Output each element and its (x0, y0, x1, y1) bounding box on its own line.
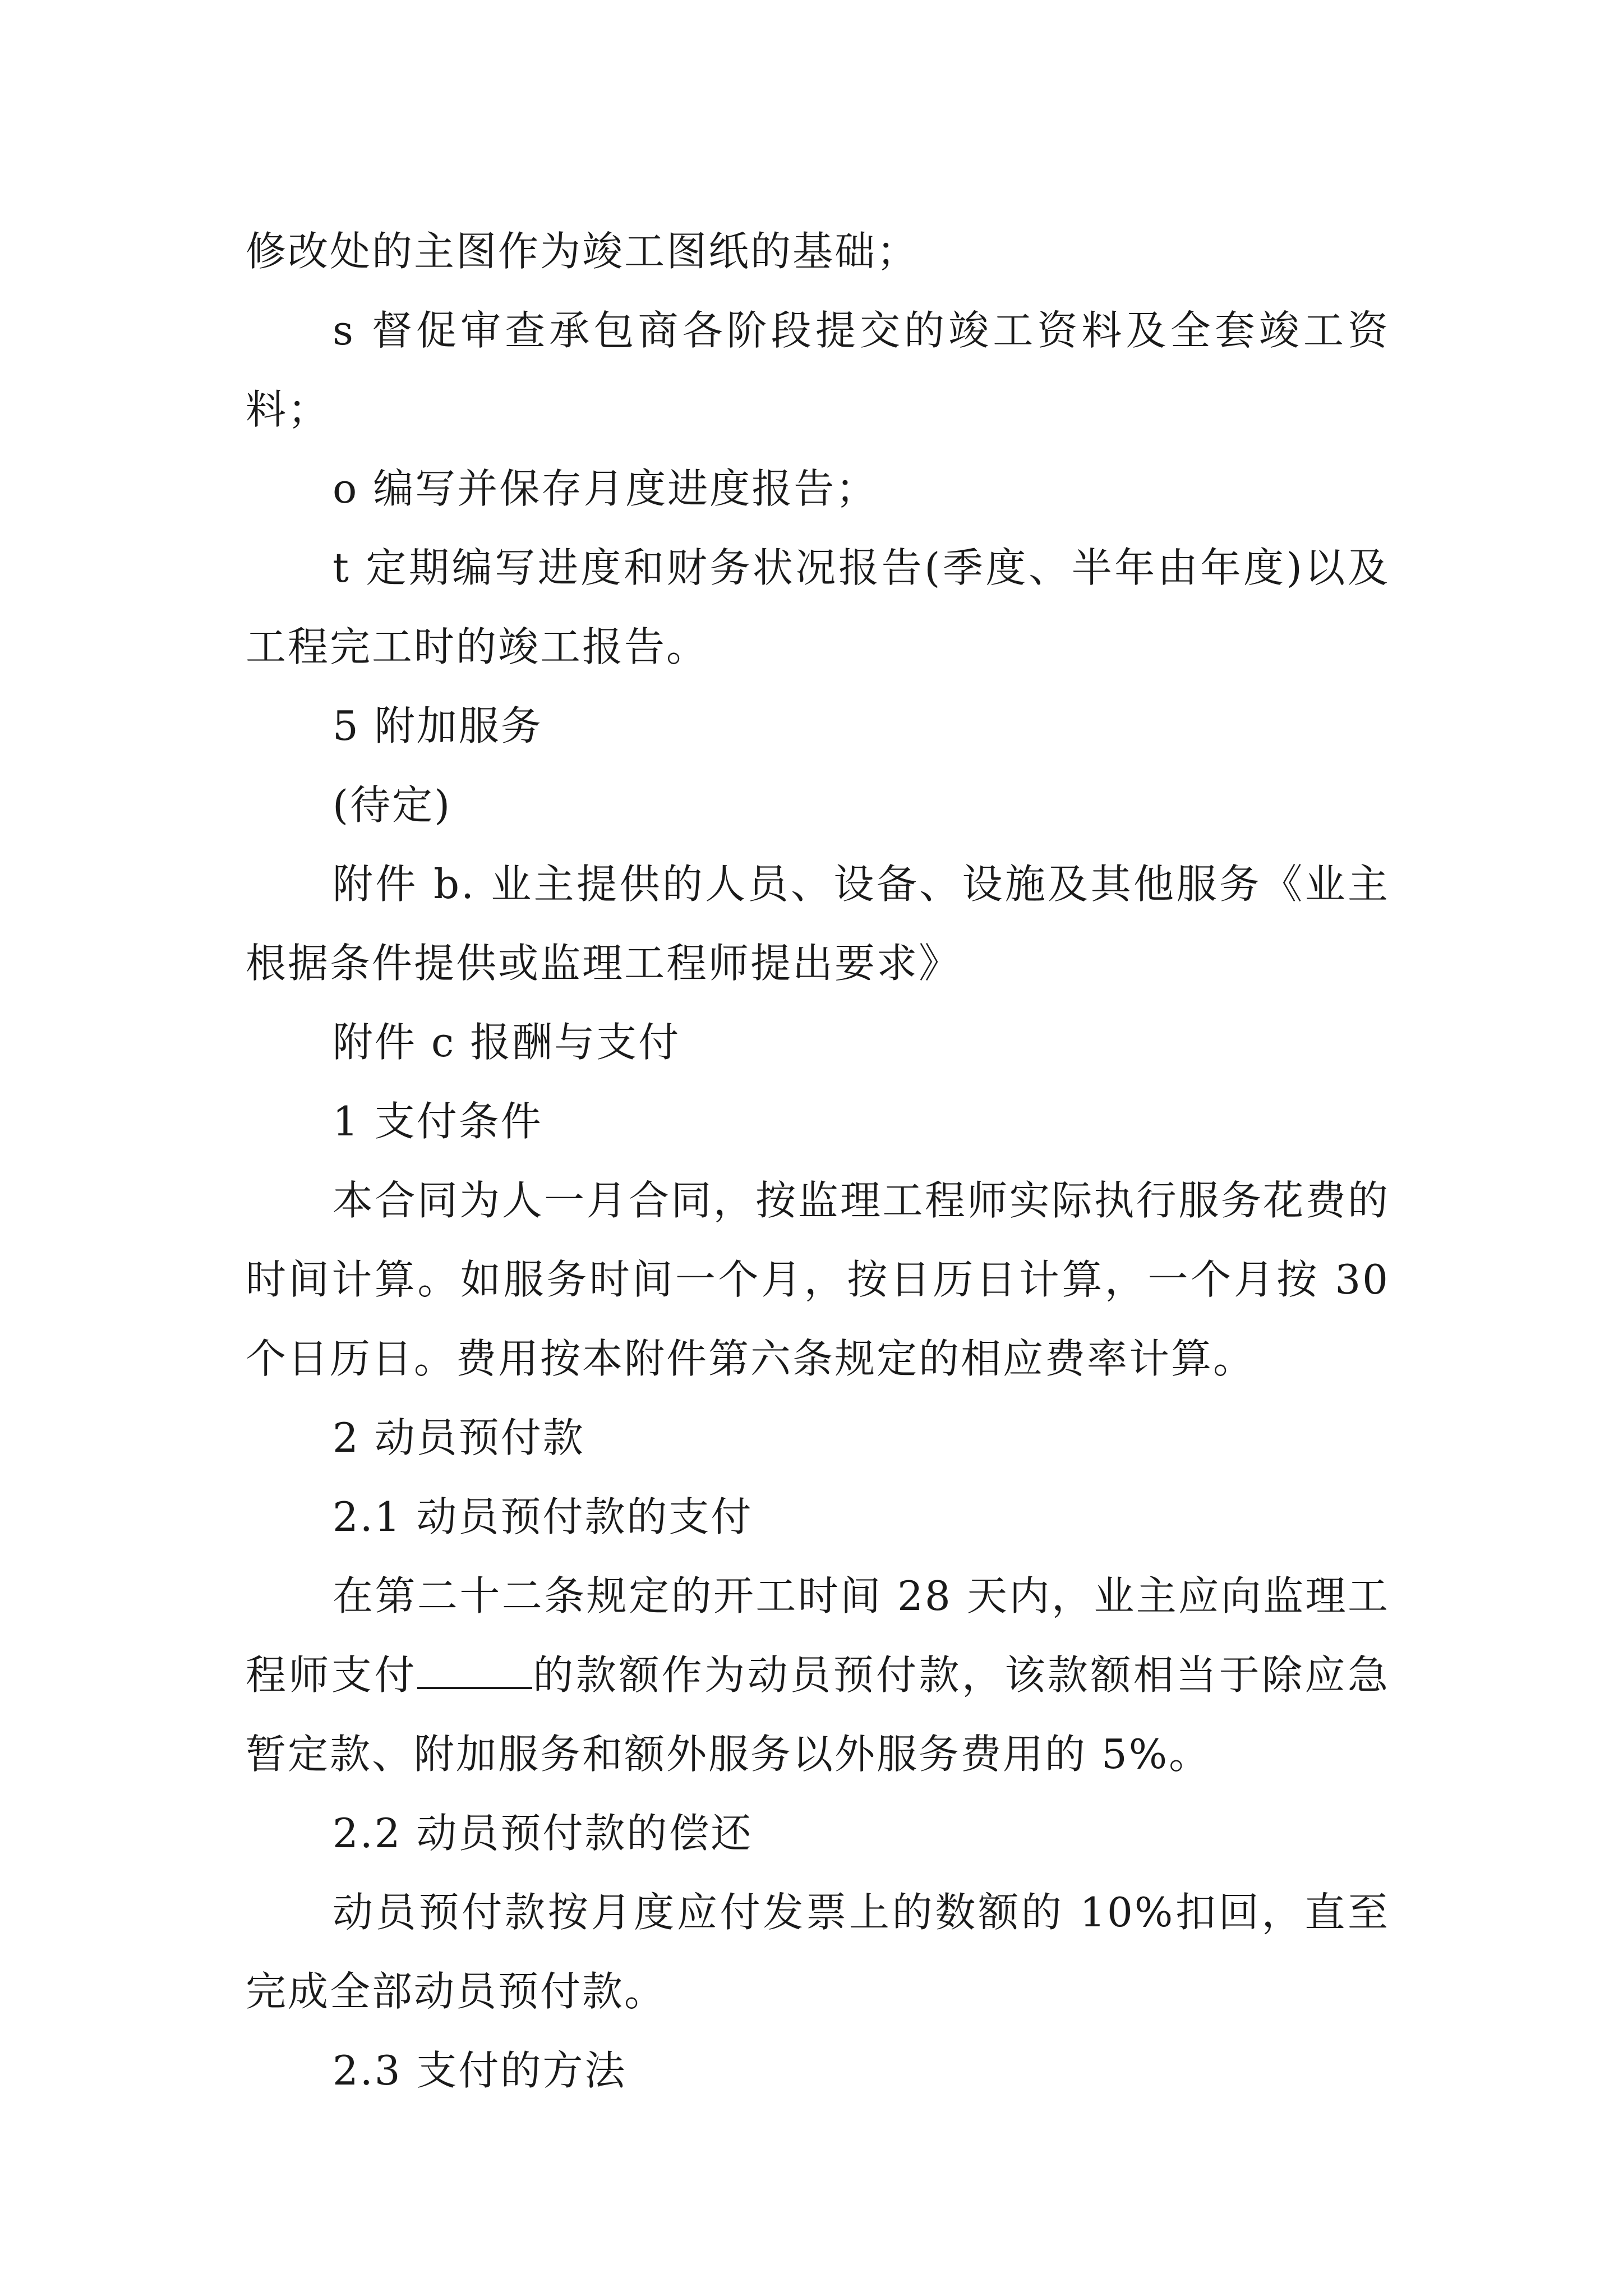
heading-payment-method: 2.3 支付的方法 (333, 2047, 627, 2094)
fill-in-blank (417, 1650, 532, 1689)
paragraph-contract-terms: 本合同为人一月合同，按监理工程师实际执行服务花费的时间计算。如服务时间一个月，按日历日计算，一个月按 30 个日历日。费用按本附件第六条规定的相应费率计算。 (246, 1177, 1390, 1382)
document-body (246, 212, 1390, 2110)
paragraph-advance-payment (246, 1557, 1390, 1794)
paragraph-drawing-basis: 修改处的主图作为竣工图纸的基础； (246, 228, 919, 275)
paragraph-advance-payment-part1: 在第二十二条规定的开工时间 28 天内，业主应向监理工程师支付 (246, 1572, 1390, 1699)
heading-mobilization-advance: 2 动员预付款 (333, 1414, 585, 1461)
heading-payment-conditions: 1 支付条件 (333, 1098, 543, 1145)
paragraph-item-t: t 定期编写进度和财务状况报告(季度、半年由年度)以及工程完工时的竣工报告。 (246, 544, 1390, 670)
paragraph-item-s: s 督促审查承包商各阶段提交的竣工资料及全套竣工资料； (246, 307, 1390, 433)
heading-annex-b: 附件 b. 业主提供的人员、设备、设施及其他服务《业主根据条件提供或监理工程师提出要求》 (246, 861, 1390, 987)
heading-advance-payment: 2.1 动员预付款的支付 (333, 1493, 753, 1540)
paragraph-item-o: o 编写并保存月度进度报告； (333, 465, 878, 512)
heading-advance-repayment: 2.2 动员预付款的偿还 (333, 1810, 753, 1857)
heading-annex-c: 附件 c 报酬与支付 (333, 1019, 681, 1066)
paragraph-advance-repayment: 动员预付款按月度应付发票上的数额的 10%扣回，直至完成全部动员预付款。 (246, 1889, 1390, 2015)
heading-additional-services: 5 附加服务 (333, 702, 543, 749)
paragraph-pending: (待定) (333, 781, 452, 829)
paragraph-advance-payment-part2: 的款额作为动员预付款，该款额相当于除应急暂定款、附加服务和额外服务以外服务费用的 5%。 (246, 1651, 1390, 1778)
